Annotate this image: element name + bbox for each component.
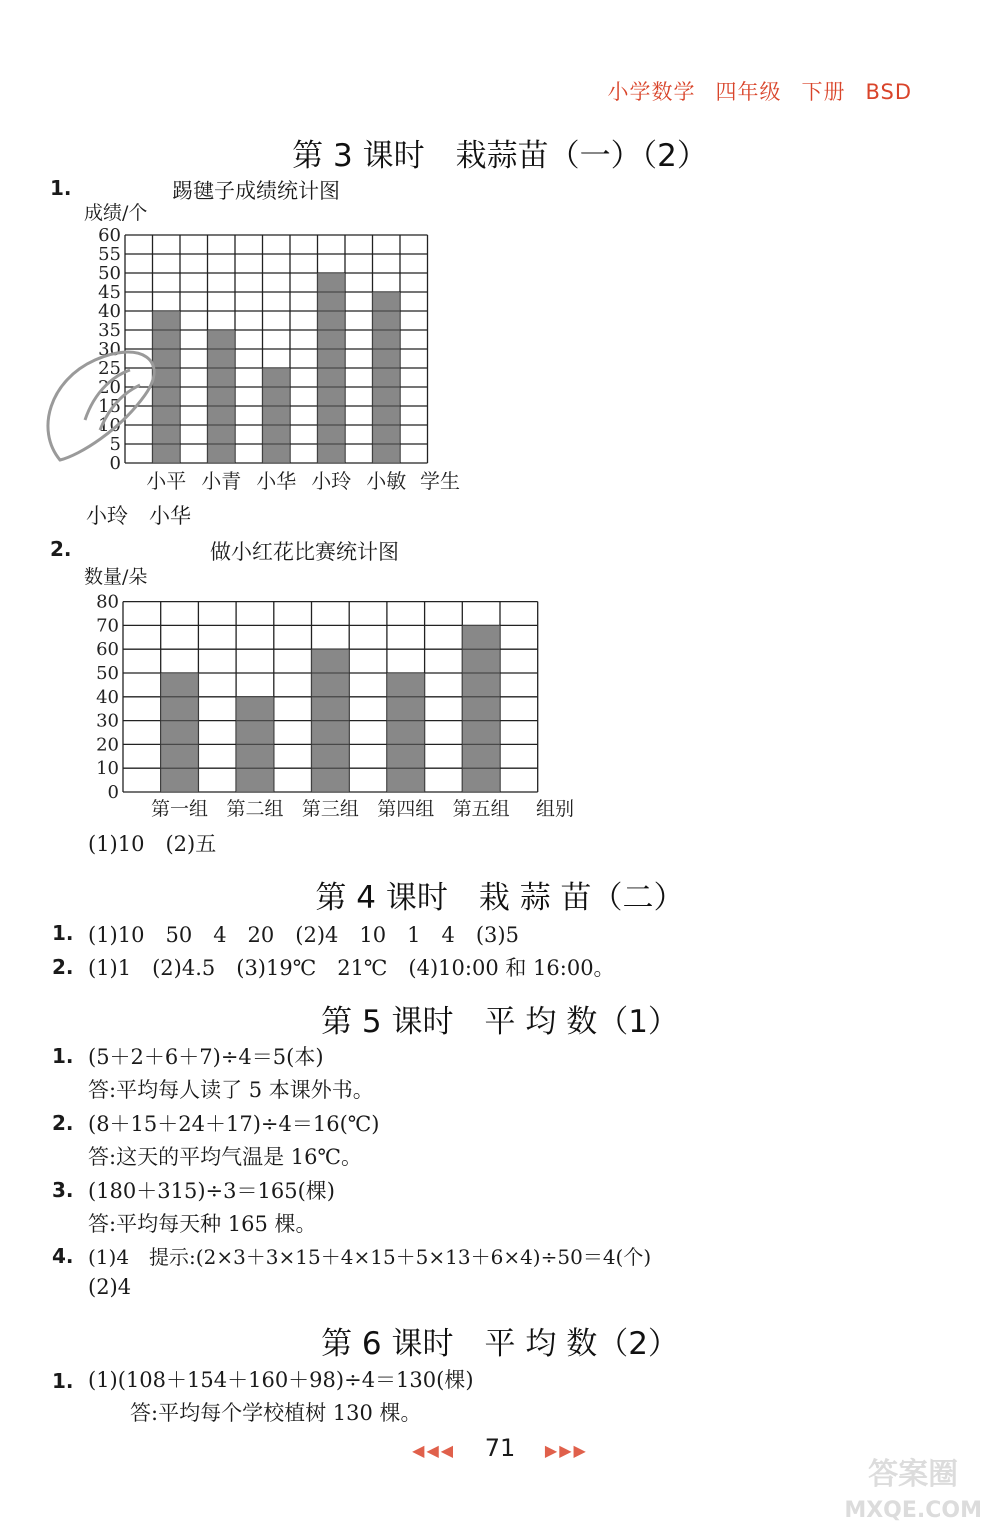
lesson5-q2-line2: 答:这天的平均气温是 16℃。 (88, 1145, 362, 1169)
y-tick-label: 0 (107, 782, 119, 803)
y-tick-label: 15 (98, 396, 121, 417)
lesson4-q2-text: (1)1 (2)4.5 (3)19℃ 21℃ (4)10:00 和 16:00。 (88, 956, 615, 980)
x-category-label: 小华 (256, 469, 297, 493)
lesson5-q2-number: 2. (52, 1111, 74, 1135)
x-axis-label: 组别 (535, 798, 575, 820)
y-tick-label: 60 (98, 225, 121, 246)
x-category-label: 小平 (146, 469, 187, 493)
lesson3-q2-answer: (1)10 (2)五 (88, 832, 217, 856)
lesson3-title: 第 3 课时 栽蒜苗（一）（2） (292, 138, 708, 174)
lesson6-q1-line1: (1)(108＋154＋160＋98)÷4＝130(棵) (88, 1368, 474, 1392)
chart1-title: 踢毽子成绩统计图 (172, 179, 340, 203)
watermark-logo (844, 1457, 982, 1529)
y-tick-label: 0 (109, 453, 121, 474)
x-category-label: 第三组 (301, 798, 359, 820)
header-edition: BSD (865, 80, 912, 104)
y-tick-label: 70 (96, 615, 119, 637)
lesson6-q1-number: 1. (52, 1369, 74, 1393)
y-tick-label: 60 (96, 639, 119, 661)
lesson5-q3-number: 3. (52, 1178, 74, 1202)
header-grade: 四年级 (715, 80, 782, 104)
y-tick-label: 40 (98, 301, 121, 322)
x-category-label: 第四组 (377, 798, 435, 820)
header-subject: 小学数学 (607, 80, 696, 104)
x-category-label: 小敏 (366, 469, 407, 493)
lesson4-q1-text: (1)10 50 4 20 (2)4 10 1 4 (3)5 (88, 923, 519, 947)
y-tick-label: 20 (98, 377, 121, 398)
lesson5-q3-line2: 答:平均每天种 165 棵。 (88, 1212, 317, 1236)
y-tick-label: 25 (98, 358, 121, 379)
lesson4-title: 第 4 课时 栽 蒜 苗（二） (315, 880, 685, 916)
x-axis-label: 学生 (420, 469, 460, 493)
lesson4-q1-number: 1. (52, 921, 74, 945)
lesson3-q1-answer: 小玲 小华 (86, 504, 191, 528)
watermark-line1: 答案圈 (868, 1457, 959, 1492)
bar-4 (462, 625, 500, 792)
lesson5-title: 第 5 课时 平 均 数（1） (321, 1004, 679, 1040)
x-category-label: 小青 (201, 469, 242, 493)
y-tick-label: 35 (98, 320, 121, 341)
y-tick-label: 45 (98, 282, 121, 303)
y-tick-label: 20 (96, 734, 119, 756)
x-category-label: 第五组 (452, 798, 510, 820)
x-category-label: 第二组 (226, 798, 284, 820)
bar-2 (263, 368, 291, 463)
y-tick-label: 10 (96, 758, 119, 780)
y-tick-label: 50 (96, 663, 119, 684)
lesson5-q4-number: 4. (52, 1244, 74, 1268)
left-arrows-icon: ◀◀◀ (412, 1441, 456, 1460)
y-tick-label: 40 (96, 686, 119, 708)
y-tick-label: 10 (98, 415, 121, 436)
y-tick-label: 30 (98, 339, 121, 360)
bar-3 (387, 673, 425, 792)
right-arrows-icon: ▶▶▶ (544, 1441, 588, 1460)
lesson4-q2-number: 2. (52, 955, 74, 979)
chart2-ylabel: 数量/朵 (84, 566, 148, 588)
x-category-label: 小玲 (311, 469, 352, 493)
watermark-line2: MXQE.COM (844, 1498, 982, 1523)
chart2-title: 做小红花比赛统计图 (210, 540, 399, 564)
lesson5-q3-line1: (180＋315)÷3＝165(棵) (88, 1179, 335, 1203)
lesson5-q1-number: 1. (52, 1044, 74, 1068)
chart1-ylabel: 成绩/个 (84, 202, 148, 224)
lesson6-title: 第 6 课时 平 均 数（2） (321, 1326, 679, 1362)
lesson5-q2-line1: (8＋15＋24＋17)÷4＝16(℃) (88, 1112, 380, 1136)
bar-1 (208, 330, 236, 463)
lesson5-q1-line2: 答:平均每人读了 5 本课外书。 (88, 1078, 374, 1102)
lesson5-q4-line2: (2)4 (88, 1275, 132, 1299)
header-volume: 下册 (801, 80, 846, 104)
lesson5-q4-line1: (1)4 提示:(2×3＋3×15＋4×15＋5×13＋6×4)÷50＝4(个) (88, 1245, 652, 1269)
bar-0 (161, 673, 199, 792)
y-tick-label: 30 (96, 710, 119, 732)
page-number: 71 (484, 1434, 516, 1462)
x-category-label: 第一组 (151, 798, 209, 820)
lesson3-q1-number: 1. (50, 176, 72, 200)
lesson6-q1-line2: 答:平均每个学校植树 130 棵。 (130, 1401, 422, 1425)
y-tick-label: 80 (96, 591, 119, 613)
chart2-red-flowers (96, 592, 574, 820)
y-tick-label: 50 (98, 263, 121, 284)
bar-4 (373, 292, 401, 463)
y-tick-label: 5 (109, 434, 121, 455)
chart1-kick-shuttlecock (98, 225, 460, 493)
y-tick-label: 55 (98, 244, 121, 265)
lesson3-q2-number: 2. (50, 537, 72, 561)
lesson5-q1-line1: (5＋2＋6＋7)÷4＝5(本) (88, 1045, 324, 1069)
